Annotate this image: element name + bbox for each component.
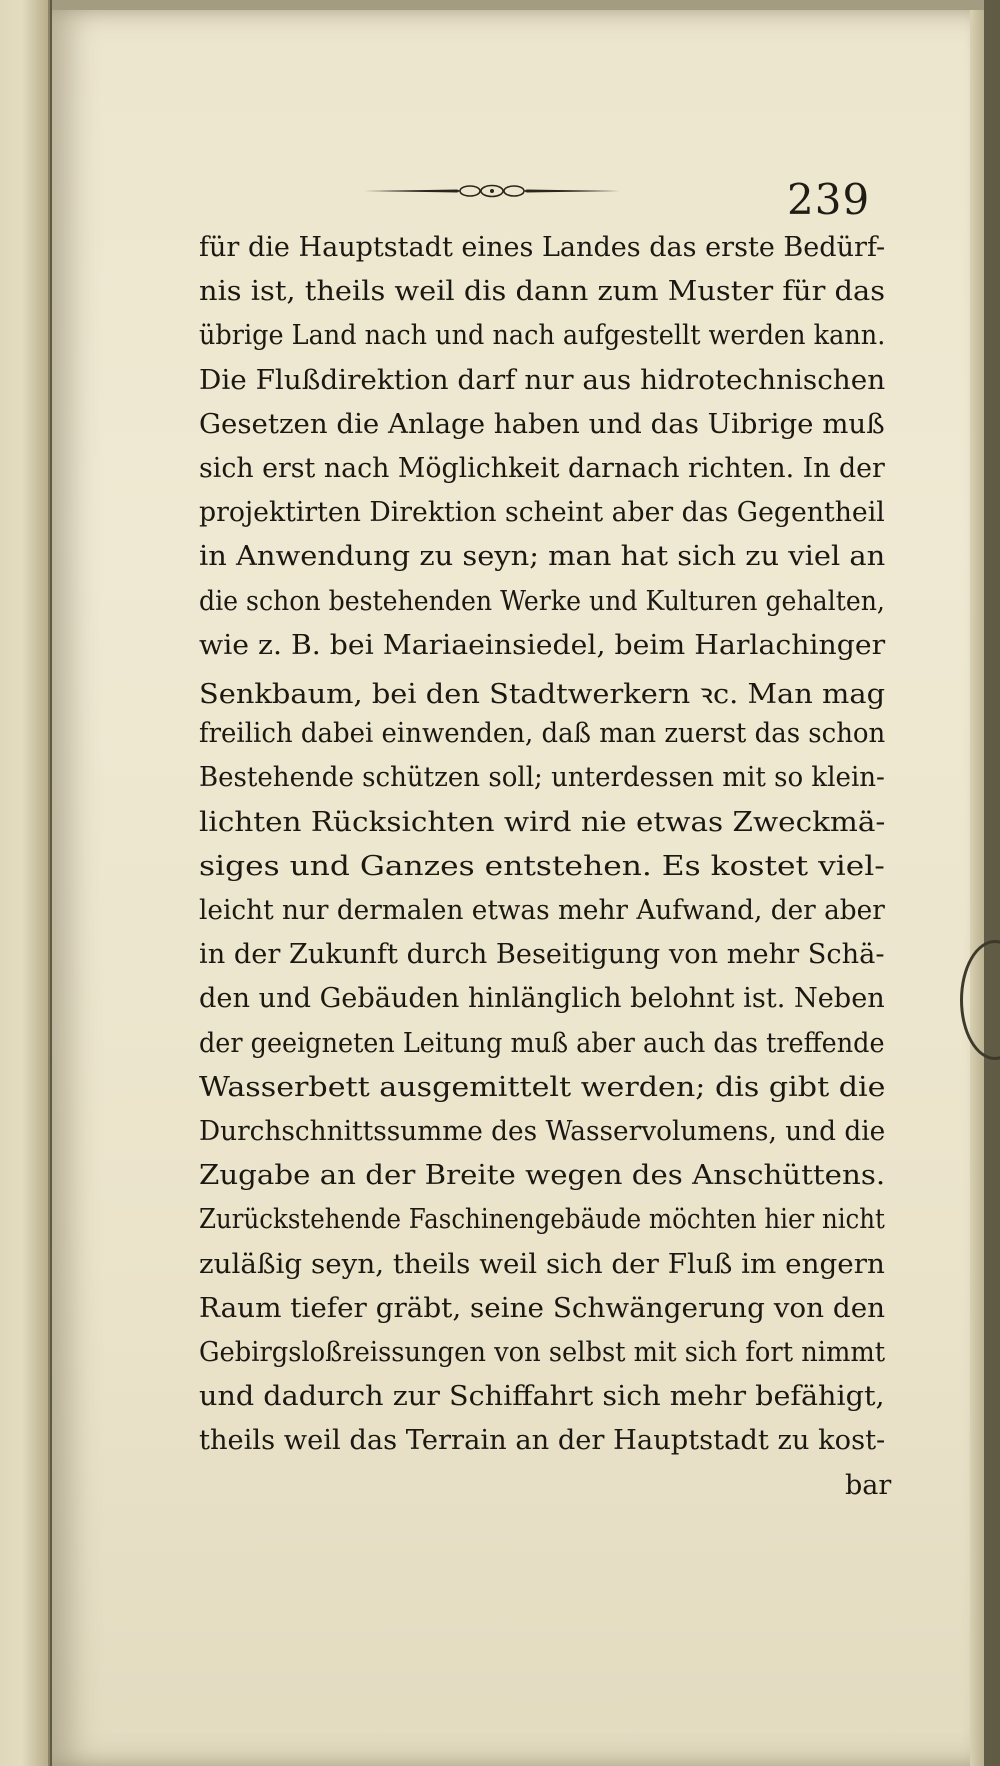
text-line: Durchschnittssumme des Wasservolumens, und die xyxy=(199,1116,886,1147)
text-line: Bestehende schützen soll; unterdessen mit so klein- xyxy=(199,762,885,794)
text-line: Zurückstehende Faschinengebäude möchten hier nicht xyxy=(199,1204,885,1236)
left-page-edge xyxy=(0,0,50,1766)
text-line: Die Flußdirektion darf nur aus hidrotechnischen xyxy=(199,364,886,396)
text-line: Senkbaum, bei den Stadtwerkern ꝛc. Man mag xyxy=(199,679,886,710)
book-page xyxy=(52,0,984,1766)
text-line: und dadurch zur Schiffahrt sich mehr befähigt, xyxy=(199,1381,885,1413)
text-line: Gebirgsloßreissungen von selbst mit sich fort nimmt xyxy=(199,1337,886,1368)
text-line: zuläßig seyn, theils weil sich der Fluß im engern xyxy=(199,1248,885,1280)
text-line: Raum tiefer gräbt, seine Schwängerung von den xyxy=(199,1292,886,1324)
text-line: sich erst nach Möglichkeit darnach richten. In der xyxy=(199,453,885,484)
text-line: projektirten Direktion scheint aber das Gegentheil xyxy=(199,497,885,529)
text-line: lichten Rücksichten wird nie etwas Zweckmä- xyxy=(199,806,886,838)
text-line: Zugabe an der Breite wegen des Anschüttens. xyxy=(199,1160,886,1192)
text-line: bar xyxy=(845,1469,892,1501)
text-line: für die Hauptstadt eines Landes das erste Bedürf- xyxy=(199,232,886,263)
text-line: siges und Ganzes entstehen. Es kostet viel- xyxy=(199,850,885,882)
text-line: in Anwendung zu seyn; man hat sich zu viel an xyxy=(199,541,886,573)
page-number: 239 xyxy=(787,175,871,224)
text-line: in der Zukunft durch Beseitigung von mehr Schä- xyxy=(199,939,885,971)
text-line: übrige Land nach und nach aufgestellt werden kann. xyxy=(199,320,886,352)
text-line: Gesetzen die Anlage haben und das Uibrige muß xyxy=(199,408,885,440)
text-line: die schon bestehenden Werke und Kulturen gehalten, xyxy=(199,585,885,617)
text-line: leicht nur dermalen etwas mehr Aufwand, der aber xyxy=(199,895,885,926)
text-line: den und Gebäuden hinlänglich belohnt ist. Neben xyxy=(199,983,885,1015)
text-line: wie z. B. bei Mariaeinsiedel, beim Harlachinger xyxy=(199,629,886,661)
text-line: freilich dabei einwenden, daß man zuerst das schon xyxy=(199,718,886,750)
ornamental-rule-icon xyxy=(362,182,622,200)
text-line: Wasserbett ausgemittelt werden; dis gibt die xyxy=(199,1071,886,1103)
text-line: der geeigneten Leitung muß aber auch das treffende xyxy=(199,1027,885,1059)
page-edge-right xyxy=(970,10,984,1766)
text-line: theils weil das Terrain an der Hauptstadt zu kost- xyxy=(199,1425,886,1457)
text-line: nis ist, theils weil dis dann zum Muster für das xyxy=(199,276,886,308)
